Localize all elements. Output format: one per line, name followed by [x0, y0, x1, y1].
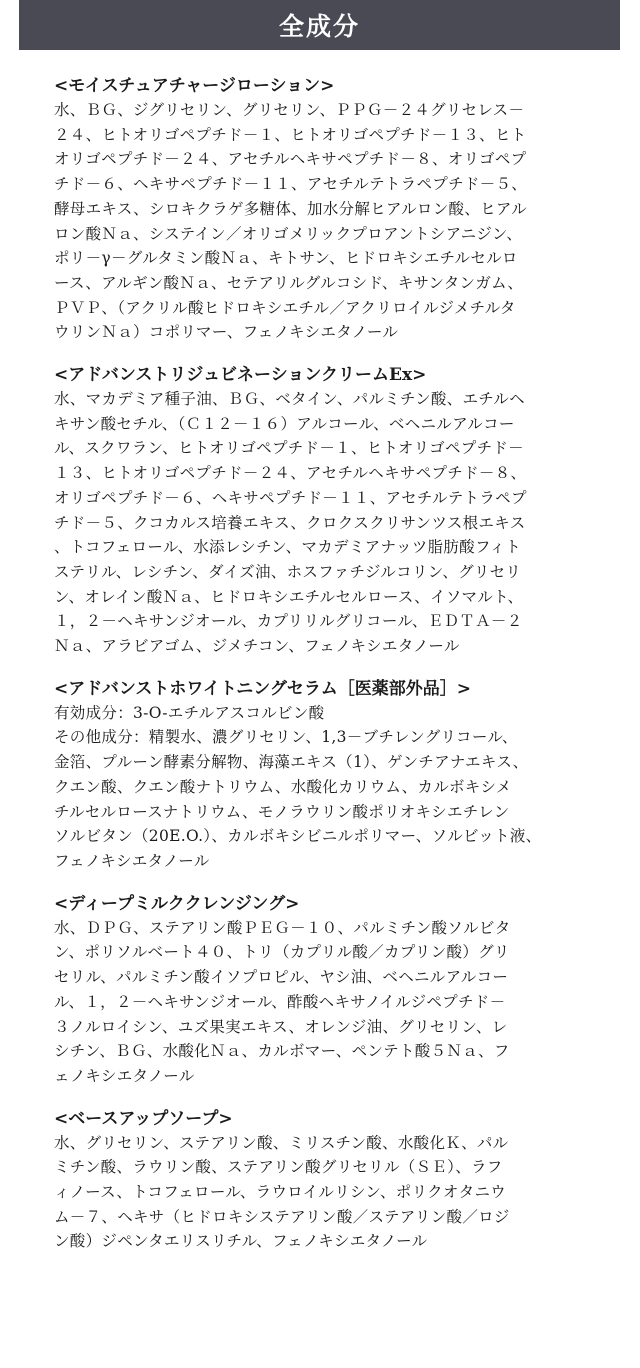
ingredients-list	[54, 74, 614, 1272]
ingredient-line: ース、アルギン酸Ｎａ、セテアリルグルコシド、キサンタンガム、	[54, 273, 524, 292]
ingredient-line: ウリンＮａ）コポリマー、フェノキシエタノール	[54, 323, 399, 342]
ingredient-line: Ｎａ、アラビアゴム、ジメチコン、フェノキシエタノール	[54, 637, 460, 656]
ingredient-line: オリゴペプチド－２４、アセチルヘキサペプチド－８、オリゴペプ	[54, 150, 527, 169]
product-section	[54, 363, 614, 659]
ingredient-line: ミチン酸、ラウリン酸、ステアリン酸グリセリル（ＳＥ）、ラフ	[54, 1158, 503, 1177]
ingredient-text	[54, 98, 614, 345]
ingredient-line: 水、ＤＰＧ、ステアリン酸ＰＥＧ－１０、パルミチン酸ソルビタ	[54, 918, 511, 937]
ingredient-line: ３ノルロイシン、ユズ果実エキス、オレンジ油、グリセリン、レ	[54, 1017, 508, 1036]
ingredient-line: 水、ＢＧ、ジグリセリン、グリセリン、ＰＰＧ－２４グリセレス－	[54, 101, 525, 119]
ingredient-line: 水、グリセリン、ステアリン酸、ミリスチン酸、水酸化Ｋ、パル	[54, 1133, 509, 1152]
ingredient-line: ソルビタン（20E.O.）、カルボキシビニルポリマー、ソルビット液、	[54, 827, 542, 846]
ingredient-line: 有効成分：3-O-エチルアスコルビン酸	[54, 703, 325, 722]
product-name: <アドバンストホワイトニングセラム［医薬部外品］>	[54, 678, 471, 699]
ingredient-text	[54, 916, 614, 1089]
product-name: <ベースアップソープ>	[54, 1108, 233, 1129]
ingredient-line: ＰＶＰ、（アクリル酸ヒドロキシエチル／アクリロイルジメチルタ	[54, 298, 516, 317]
ingredient-line: ム－７、ヘキサ（ヒドロキシステアリン酸／ステアリン酸／ロジ	[54, 1207, 510, 1226]
header-banner	[19, 0, 620, 50]
ingredient-text	[54, 387, 614, 659]
ingredient-line: クエン酸、クエン酸ナトリウム、水酸化カリウム、カルボキシメ	[54, 777, 512, 796]
ingredient-line: キサン酸セチル、（Ｃ１２－１６）アルコール、ベヘニルアルコー	[54, 414, 515, 433]
product-section	[54, 892, 614, 1089]
ingredient-line: ン、ポリソルベート４０、トリ（カプリル酸／カプリン酸）グリ	[54, 943, 510, 962]
ingredient-line: ロン酸Ｎａ、システイン／オリゴメリックプロアントシアニジン、	[54, 224, 523, 243]
ingredient-line: 金箔、プルーン酵素分解物、海藻エキス（1）、ゲンチアナエキス、	[54, 753, 529, 772]
ingredient-line: フェノキシエタノール	[54, 851, 210, 870]
ingredient-line: 、トコフェロール、水添レシチン、マカデミアナッツ脂肪酸フィト	[54, 538, 522, 557]
product-name: <モイスチュアチャージローション>	[54, 76, 335, 96]
ingredient-line: ェノキシエタノール	[54, 1066, 195, 1085]
ingredient-line: ン、オレイン酸Ｎａ、ヒドロキシエチルセルロース、イソマルト、	[54, 587, 524, 606]
ingredient-line: チド－５、クコカルス培養エキス、クロクスクリサンツス根エキス	[54, 513, 526, 532]
ingredient-line: ル、スクワラン、ヒトオリゴペプチド－１、ヒトオリゴペプチド－	[54, 439, 524, 458]
product-name: <ディープミルククレンジング>	[54, 893, 300, 914]
product-name: <アドバンストリジュビネーションクリームEx>	[54, 365, 427, 386]
ingredient-line: シチン、ＢＧ、水酸化Ｎａ、カルボマー、ペンテト酸５Ｎａ、フ	[54, 1042, 510, 1061]
ingredient-text	[54, 1131, 614, 1255]
ingredient-text	[54, 701, 614, 874]
ingredient-line: １，２－ヘキサンジオール、カプリリルグリコール、ＥＤＴＡ－２	[54, 612, 523, 631]
ingredient-line: 水、マカデミア種子油、ＢＧ、ベタイン、パルミチン酸、エチルヘ	[54, 390, 525, 409]
ingredient-line: チド－６、ヘキサペプチド－１１、アセチルテトラペプチド－５、	[54, 175, 528, 194]
product-section	[54, 74, 614, 345]
product-section	[54, 677, 614, 874]
ingredient-line: 酵母エキス、シロキクラゲ多糖体、加水分解ヒアルロン酸、ヒアル	[54, 199, 527, 218]
ingredient-line: ステリル、レシチン、ダイズ油、ホスファチジルコリン、グリセリ	[54, 562, 522, 581]
ingredient-line: ン酸）ジペンタエリスリチル、フェノキシエタノール	[54, 1232, 428, 1251]
ingredient-line: ポリ－γ－グルタミン酸Ｎａ、キトサン、ヒドロキシエチルセルロ	[54, 249, 518, 268]
ingredient-line: ２４、ヒトオリゴペプチド－１、ヒトオリゴペプチド－１３、ヒト	[54, 125, 527, 144]
ingredient-line: チルセルロースナトリウム、モノラウリン酸ポリオキシエチレン	[54, 802, 510, 821]
ingredient-line: ィノース、トコフェロール、ラウロイルリシン、ポリクオタニウ	[54, 1183, 507, 1202]
ingredient-line: セリル、パルミチン酸イソプロピル、ヤシ油、ベヘニルアルコー	[54, 968, 509, 987]
product-section	[54, 1107, 614, 1255]
ingredient-line: オリゴペプチド－６、ヘキサペプチド－１１、アセチルテトラペプ	[54, 488, 527, 507]
ingredient-line: その他成分：精製水、濃グリセリン、1,3－ブチレングリコール、	[54, 728, 518, 747]
ingredient-line: １３、ヒトオリゴペプチド－２４、アセチルヘキサペプチド－８、	[54, 464, 527, 483]
ingredient-line: ル、１，２－ヘキサンジオール、酢酸ヘキサノイルジペプチド－	[54, 992, 506, 1011]
page-title: 全成分	[278, 12, 360, 41]
